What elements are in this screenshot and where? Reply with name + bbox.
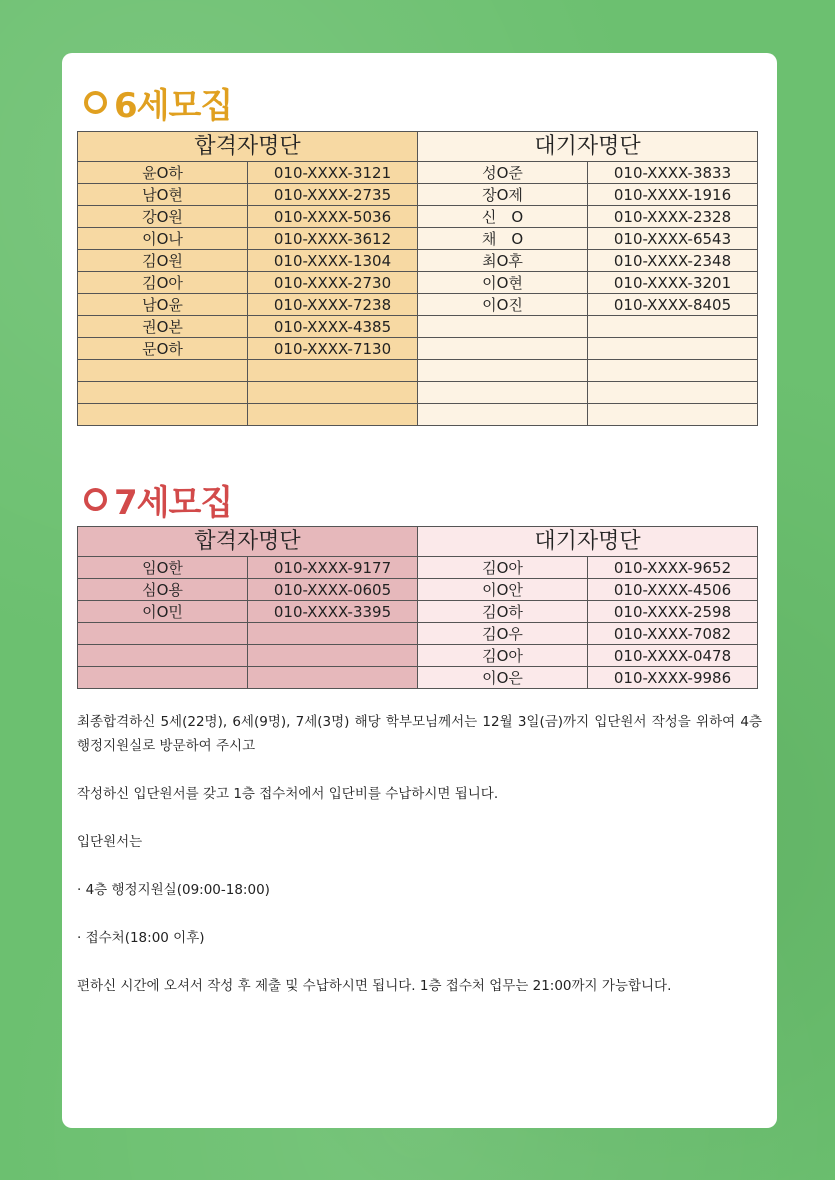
table-row (78, 228, 758, 250)
accepted-phone-cell (248, 667, 418, 689)
table-row (78, 338, 758, 360)
accepted-phone-cell (248, 404, 418, 426)
table-row (78, 557, 758, 579)
table-row (78, 294, 758, 316)
table-row (78, 579, 758, 601)
notice-paragraph: 최종합격하신 5세(22명), 6세(9명), 7세(3명) 해당 학부모님께서는 12월 3일(금)까지 입단원서 작성을 위하여 4층 행정지원실로 방문하여 주시고 (77, 714, 762, 754)
waitlist-name-cell: 이O현 (418, 272, 588, 294)
accepted-phone-cell (248, 360, 418, 382)
waitlist-phone-cell (588, 316, 758, 338)
accepted-list-header: 합격자명단 (78, 132, 418, 162)
table-row (78, 404, 758, 426)
accepted-phone-cell: 010-XXXX-3612 (248, 228, 418, 250)
section-title-text: 6세모집 (114, 86, 233, 126)
waitlist-name-cell: 이O진 (418, 294, 588, 316)
notice-paragraph: 편하신 시간에 오셔서 작성 후 제출 및 수납하시면 됩니다. 1층 접수처 업무는 21:00까지 가능합니다. (77, 978, 672, 994)
waitlist-name-cell (418, 404, 588, 426)
accepted-phone-cell: 010-XXXX-5036 (248, 206, 418, 228)
roster-table-age6 (77, 131, 758, 426)
accepted-name-cell: 윤O하 (78, 162, 248, 184)
section-title-age6 (84, 78, 232, 127)
table-row (78, 316, 758, 338)
accepted-phone-cell: 010-XXXX-4385 (248, 316, 418, 338)
table-row (78, 162, 758, 184)
waitlist-header: 대기자명단 (418, 527, 758, 557)
circle-bullet-icon (84, 488, 107, 511)
circle-bullet-icon (84, 91, 107, 114)
waitlist-phone-cell (588, 404, 758, 426)
waitlist-phone-cell: 010-XXXX-8405 (588, 294, 758, 316)
accepted-name-cell (78, 667, 248, 689)
waitlist-phone-cell: 010-XXXX-7082 (588, 623, 758, 645)
notice-bullet: · 4층 행정지원실(09:00-18:00) (77, 882, 270, 898)
table-row (78, 645, 758, 667)
waitlist-name-cell: 김O아 (418, 645, 588, 667)
waitlist-name-cell: 성O준 (418, 162, 588, 184)
table-row (78, 272, 758, 294)
waitlist-phone-cell: 010-XXXX-2328 (588, 206, 758, 228)
waitlist-name-cell: 장O제 (418, 184, 588, 206)
waitlist-name-cell: 김O우 (418, 623, 588, 645)
waitlist-name-cell: 최O후 (418, 250, 588, 272)
section-title-age7 (84, 475, 232, 524)
table-row (78, 623, 758, 645)
accepted-phone-cell (248, 645, 418, 667)
accepted-name-cell (78, 623, 248, 645)
accepted-phone-cell: 010-XXXX-2735 (248, 184, 418, 206)
accepted-name-cell: 김O아 (78, 272, 248, 294)
waitlist-phone-cell: 010-XXXX-9652 (588, 557, 758, 579)
accepted-phone-cell: 010-XXXX-1304 (248, 250, 418, 272)
notice-paragraph: 작성하신 입단원서를 갖고 1층 접수처에서 입단비를 수납하시면 됩니다. (77, 786, 499, 802)
accepted-name-cell: 남O윤 (78, 294, 248, 316)
accepted-name-cell: 김O원 (78, 250, 248, 272)
accepted-name-cell (78, 404, 248, 426)
notice-paragraph: 입단원서는 (77, 834, 143, 850)
document-page (62, 53, 777, 1128)
waitlist-phone-cell: 010-XXXX-9986 (588, 667, 758, 689)
waitlist-name-cell: 김O아 (418, 557, 588, 579)
accepted-phone-cell: 010-XXXX-0605 (248, 579, 418, 601)
waitlist-name-cell: 채 O (418, 228, 588, 250)
notice-bullet: · 접수처(18:00 이후) (77, 930, 205, 946)
waitlist-name-cell (418, 360, 588, 382)
waitlist-phone-cell: 010-XXXX-4506 (588, 579, 758, 601)
accepted-name-cell: 남O현 (78, 184, 248, 206)
waitlist-header: 대기자명단 (418, 132, 758, 162)
waitlist-name-cell: 신 O (418, 206, 588, 228)
accepted-phone-cell: 010-XXXX-3395 (248, 601, 418, 623)
waitlist-phone-cell: 010-XXXX-3833 (588, 162, 758, 184)
accepted-name-cell (78, 382, 248, 404)
accepted-name-cell: 임O한 (78, 557, 248, 579)
table-header-row (78, 527, 758, 557)
waitlist-phone-cell: 010-XXXX-1916 (588, 184, 758, 206)
waitlist-phone-cell: 010-XXXX-2598 (588, 601, 758, 623)
accepted-name-cell: 심O용 (78, 579, 248, 601)
accepted-phone-cell: 010-XXXX-3121 (248, 162, 418, 184)
waitlist-name-cell (418, 316, 588, 338)
accepted-name-cell: 권O본 (78, 316, 248, 338)
section-title-text: 7세모집 (114, 483, 233, 523)
waitlist-name-cell (418, 338, 588, 360)
accepted-name-cell (78, 360, 248, 382)
accepted-phone-cell (248, 382, 418, 404)
table-row (78, 382, 758, 404)
waitlist-name-cell: 김O하 (418, 601, 588, 623)
waitlist-phone-cell: 010-XXXX-0478 (588, 645, 758, 667)
accepted-name-cell: 이O민 (78, 601, 248, 623)
waitlist-phone-cell: 010-XXXX-3201 (588, 272, 758, 294)
accepted-phone-cell: 010-XXXX-7238 (248, 294, 418, 316)
table-header-row (78, 132, 758, 162)
accepted-name-cell: 문O하 (78, 338, 248, 360)
roster-table-age7 (77, 526, 758, 689)
accepted-phone-cell: 010-XXXX-2730 (248, 272, 418, 294)
accepted-list-header: 합격자명단 (78, 527, 418, 557)
table-row (78, 250, 758, 272)
waitlist-phone-cell (588, 338, 758, 360)
waitlist-name-cell: 이O은 (418, 667, 588, 689)
notice-text (77, 710, 762, 1022)
waitlist-name-cell (418, 382, 588, 404)
accepted-phone-cell: 010-XXXX-7130 (248, 338, 418, 360)
waitlist-phone-cell (588, 382, 758, 404)
table-row (78, 601, 758, 623)
waitlist-name-cell: 이O안 (418, 579, 588, 601)
table-row (78, 206, 758, 228)
waitlist-phone-cell: 010-XXXX-2348 (588, 250, 758, 272)
accepted-phone-cell (248, 623, 418, 645)
accepted-name-cell: 이O나 (78, 228, 248, 250)
table-row (78, 184, 758, 206)
waitlist-phone-cell: 010-XXXX-6543 (588, 228, 758, 250)
table-row (78, 360, 758, 382)
accepted-name-cell: 강O원 (78, 206, 248, 228)
waitlist-phone-cell (588, 360, 758, 382)
accepted-name-cell (78, 645, 248, 667)
accepted-phone-cell: 010-XXXX-9177 (248, 557, 418, 579)
table-row (78, 667, 758, 689)
